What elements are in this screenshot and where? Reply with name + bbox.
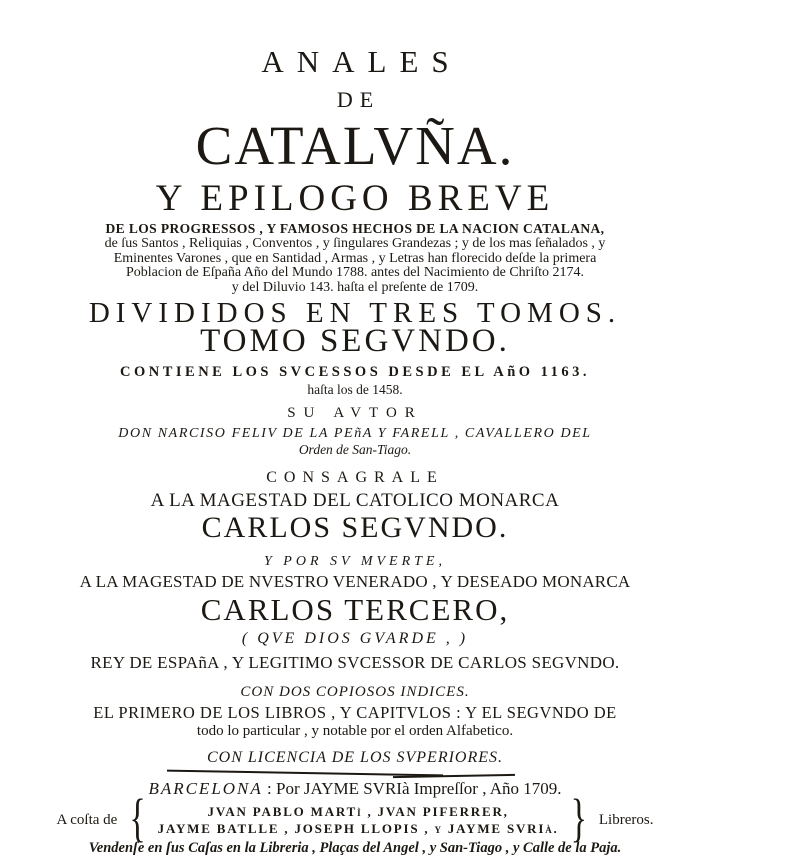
carlos-tercero-line: CARLOS TERCERO, xyxy=(200,592,510,628)
imprint-city: BARCELONA xyxy=(148,779,263,799)
rey-de-espana-line: REY DE ESPAñA , Y LEGITIMO SVCESSOR DE CARLOS SEGVNDO. xyxy=(90,653,620,673)
consagrale-heading: CONSAGRALE xyxy=(266,469,444,487)
subtitle-line: DE LOS PROGRESSOS , Y FAMOSOS HECHOS DE LA NACION CATALANA, xyxy=(105,221,605,236)
booksellers-names xyxy=(158,804,559,837)
todo-particular-line: todo lo particular , y notable por el orden Alfabetico. xyxy=(196,723,514,740)
title-page-column xyxy=(55,0,655,857)
hasta-line: haſta los de 1458. xyxy=(307,382,403,398)
imprint-printer: : Por JAYME SVRIà Impreſſor , Año 1709. xyxy=(262,779,562,799)
booksellers-names-line1: JVAN PABLO MARTì , JVAN PIFERRER, xyxy=(207,803,509,819)
imprint-divider-rule xyxy=(55,769,655,778)
dedication-magestad-carlos3: A LA MAGESTAD DE NVESTRO VENERADO , Y DESEADO MONARCA xyxy=(79,572,631,592)
main-title-epilogo: Y EPILOGO BREVE xyxy=(155,178,555,219)
por-su-muerte-line: Y POR SV MVERTE, xyxy=(264,554,446,570)
indices-line: CON DOS COPIOSOS INDICES. xyxy=(240,684,470,701)
subtitle-line: Eminentes Varones , que en Santidad , Armas , y Letras han florecido deſde la primera xyxy=(113,250,597,266)
que-dios-guarde-line: ( QVE DIOS GVARDE , ) xyxy=(241,630,469,648)
author-name-line: DON NARCISO FELIV DE LA PEñA Y FARELL , CAVALLERO DEL xyxy=(118,426,592,442)
tomo-segundo-line: TOMO SEGVNDO. xyxy=(200,323,510,360)
vendense-line: Vendenſe en ſus Caſas en la Libreria , Plaças del Angel , y San-Tiago , y Calle de la Paja. xyxy=(88,840,622,857)
booksellers-names-line2: JAYME BATLLE , JOSEPH LLOPIS , y JAYME SVRIà. xyxy=(157,820,559,836)
subtitle-line: Poblacion de Eſpaña Año del Mundo 1788. antes del Nacimiento de Chriſto 2174. xyxy=(125,265,585,281)
subtitle-line: de ſus Santos , Reliquias , Conventos , y ſingulares Grandezas ; y de los mas ſeñalados , y xyxy=(104,235,606,251)
licencia-line: CON LICENCIA DE LOS SVPERIORES. xyxy=(206,749,504,767)
primero-libros-line: EL PRIMERO DE LOS LIBROS , Y CAPITVLOS : Y EL SEGVNDO DE xyxy=(93,703,617,723)
author-order-line: Orden de San-Tiago. xyxy=(298,442,412,458)
subtitle-paragraph xyxy=(55,222,655,296)
main-title-de: DE xyxy=(336,87,381,112)
divider-segment-right xyxy=(393,774,515,778)
su-autor-heading: SU AVTOR xyxy=(287,405,423,422)
carlos-segundo-line: CARLOS SEGVNDO. xyxy=(201,511,509,545)
left-brace-glyph: { xyxy=(129,790,146,849)
dedication-magestad-carlos2: A LA MAGESTAD DEL CATOLICO MONARCA xyxy=(150,490,560,512)
right-brace-glyph: } xyxy=(570,790,587,849)
libreros-label: Libreros. xyxy=(598,811,654,828)
main-title-cataluna: CATALVÑA. xyxy=(195,115,515,176)
divididos-line: DIVIDIDOS EN TRES TOMOS. xyxy=(88,296,622,329)
acosta-label: A coſta de xyxy=(56,811,118,828)
subtitle-line: y del Diluvio 143. haſta el preſente de 1709. xyxy=(231,280,479,296)
contiene-line: CONTIENE LOS SVCESSOS DESDE EL AñO 1163. xyxy=(120,364,590,381)
main-title-anales: ANALES xyxy=(261,44,462,79)
